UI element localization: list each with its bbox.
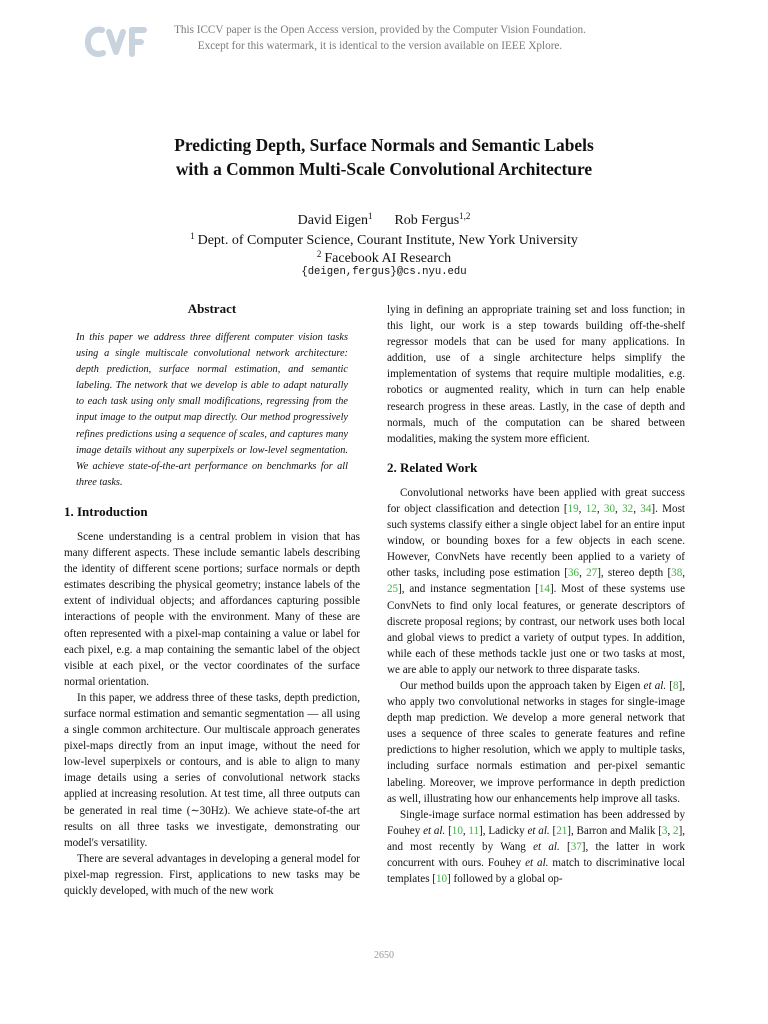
section-heading-related-work: 2. Related Work: [387, 459, 478, 475]
citation-link[interactable]: 14: [538, 583, 550, 596]
paragraph-text: ,: [578, 502, 586, 515]
abstract-heading: Abstract: [187, 301, 237, 316]
paragraph-text: ,: [579, 567, 587, 580]
et-al-text: et al.: [525, 857, 549, 869]
paragraph-text: ], Ladicky: [479, 824, 528, 837]
paragraph-text: Convolutional networks have been applied with great success for object classification and detection [: [387, 486, 685, 515]
intro-paragraph-3: There are several advantages in developing a general model for pixel-map regression. First, applications to new tasks may be quickly developed, with much of the new work: [64, 852, 360, 897]
et-al-text: et al.: [527, 824, 550, 837]
citation-link[interactable]: 8: [673, 679, 679, 692]
paragraph-text: ], and most recently by Wang: [387, 824, 686, 853]
paragraph-text: ]. Most of these systems use ConvNets to find only local features, or generate descriptors of discrete proposal regions; by contrast, our network uses both local and global views to predict a variety of output types. In addition, while each of these methods tackle just one or two tasks at most, we are able to apply our network to three disparate tasks.: [387, 583, 685, 676]
citation-link[interactable]: 25: [387, 583, 399, 596]
affiliation-1-text: Dept. of Computer Science, Courant Institute, New York University: [197, 233, 578, 248]
open-access-watermark: [160, 23, 600, 54]
et-al-text: et al.: [643, 679, 667, 692]
title-line-1: Predicting Depth, Surface Normals and Semantic Labels: [174, 135, 594, 155]
citation-link[interactable]: 27: [586, 567, 598, 580]
citation-link[interactable]: 12: [585, 502, 597, 515]
citation-link[interactable]: 3: [661, 824, 668, 837]
citation-link[interactable]: 21: [556, 824, 568, 837]
citation-link[interactable]: 19: [567, 502, 579, 515]
intro-paragraph-2: In this paper, we address three of these tasks, depth prediction, surface normal estimation and semantic segmentation — all using a single common architecture. Our multiscale approach generates pixel-maps directly from an input image, without the need for low-level superpixels or contours, and is able to align to many image details using a series of convolutional network stacks applied at increasing resolution. At test time, all three outputs can be generated in real time (∼30Hz). We achieve state-of-the art results on all three tasks we investigate, demonstrating our model's versatility.: [64, 691, 360, 849]
citation-link[interactable]: 34: [640, 502, 652, 515]
related-paragraph-2: [387, 678, 685, 807]
section-heading-introduction: 1. Introduction: [64, 503, 148, 519]
paragraph-text: ], who apply two convolutional networks in stages for single-image depth map prediction. We develop a more general network that uses a sequence of three scales to generate features and refine predictions to higher resolution, which we apply to multiple tasks, including surface normals estimation and per-pixel semantic labeling. Moreover, we improve performance in depth prediction as well, illustrating how our enhancements help improve all tasks.: [387, 679, 686, 805]
abstract-text: In this paper we address three different computer vision tasks using a single multiscale convolutional network architecture: depth prediction, surface normal estimation, and semantic labeling. The network that we develop is able to adapt naturally to each task using only small modifications, regressing from the input image to the output map directly. Our method progressively refines predictions using a sequence of scales, and captures many image details without any superpixels or low-level segmentation. We achieve state-of-the-art performance on benchmarks for all three tasks.: [76, 332, 348, 488]
citation-link[interactable]: 37: [570, 840, 582, 853]
citation-link[interactable]: 38: [671, 567, 683, 580]
paragraph-text: ] followed by a global op-: [447, 873, 563, 886]
paragraph-text: ], and instance segmentation [: [398, 583, 539, 596]
paragraph-text: ], stereo depth [: [597, 567, 672, 580]
watermark-line-1: This ICCV paper is the Open Access version, provided by the Computer Vision Foundation.: [174, 24, 586, 36]
paragraph-text: Single-image surface normal estimation has been addressed by Fouhey: [387, 808, 685, 837]
paragraph-text: ,: [633, 502, 641, 515]
page-number: 2650: [374, 950, 394, 961]
affiliation-2-mark: 2: [316, 249, 322, 259]
paragraph-text: ,: [462, 824, 469, 837]
author-affil-1: 1: [367, 211, 373, 221]
author-name-1: David Eigen: [297, 213, 368, 228]
affiliation-2-text: Facebook AI Research: [324, 251, 452, 266]
related-paragraph-3: [387, 807, 685, 887]
affiliation-1-mark: 1: [190, 231, 195, 241]
citation-link[interactable]: 30: [603, 502, 616, 515]
title-line-2: with a Common Multi-Scale Convolutional Architecture: [175, 159, 593, 179]
paragraph-text: [: [666, 679, 673, 692]
left-column: [64, 300, 360, 899]
paragraph-text: ,: [667, 824, 674, 837]
citation-link[interactable]: 32: [622, 502, 634, 515]
paragraph-text: ,: [682, 567, 686, 580]
citation-link[interactable]: 10: [451, 824, 463, 837]
paragraph-text: [: [445, 824, 452, 837]
paragraph-text: ], the latter in work concurrent with ours. Fouhey: [387, 840, 686, 869]
right-column: [387, 302, 685, 887]
paragraph-text: ,: [596, 502, 604, 515]
related-paragraph-1: [387, 485, 685, 678]
citation-link[interactable]: 11: [468, 824, 480, 837]
citation-link[interactable]: 10: [435, 873, 448, 886]
citation-link[interactable]: 2: [673, 824, 679, 837]
et-al-text: et al.: [533, 840, 560, 853]
author-email: {deigen,fergus}@cs.nyu.edu: [301, 266, 467, 278]
intro-paragraph-1: Scene understanding is a central problem in vision that has many different aspects. These include semantic labels describing the identity of different scene portions; surface normals or depth estimates describing the physical geometry; instance labels of the extent of individual objects; and affordances capturing possible interactions of people with the environment. Many of these are often represented with a pixel-map containing a value or label for each pixel, e.g. a map containing the semantic label of the object visible at each pixel, or the vector coordinates of the surface normal orientation.: [64, 530, 360, 688]
et-al-text: et al.: [423, 824, 446, 837]
paper-title: [60, 133, 708, 181]
watermark-line-2: Except for this watermark, it is identical to the version available on IEEE Xplore.: [197, 39, 563, 52]
paragraph-text: [: [559, 840, 571, 853]
paragraph-text: ], Barron and Malik [: [567, 824, 662, 837]
paragraph-text: ]. Most such systems classify either a single object label for an entire input window, or bounding boxes for a few objects in each scene. However, ConvNets have recently been applied to a variety of other tasks, including pose estimation [: [387, 502, 685, 580]
paragraph-text: match to discriminative local templates [: [387, 857, 685, 886]
paragraph-text: [: [549, 824, 557, 837]
intro-continued-paragraph: lying in defining an appropriate training set and loss function; in this light, our work is a step towards building off-the-shelf regressor models that can be used for many applications. In addition, use of a single architecture helps simplify the implementation of systems that require multiple modalities, e.g. robotics or augmented reality, which in turn can help enable research progress in these areas. Lastly, in the case of depth and normals, much of the computation can be shared between modalities, making the system more efficient.: [387, 304, 685, 445]
cvf-logo-icon: [82, 20, 152, 64]
citation-link[interactable]: 36: [568, 567, 580, 580]
author-affil-2: 1,2: [459, 211, 471, 221]
paragraph-text: Our method builds upon the approach taken by Eigen: [400, 679, 644, 692]
paragraph-text: ,: [615, 502, 623, 515]
author-name-2: Rob Fergus: [394, 213, 460, 228]
